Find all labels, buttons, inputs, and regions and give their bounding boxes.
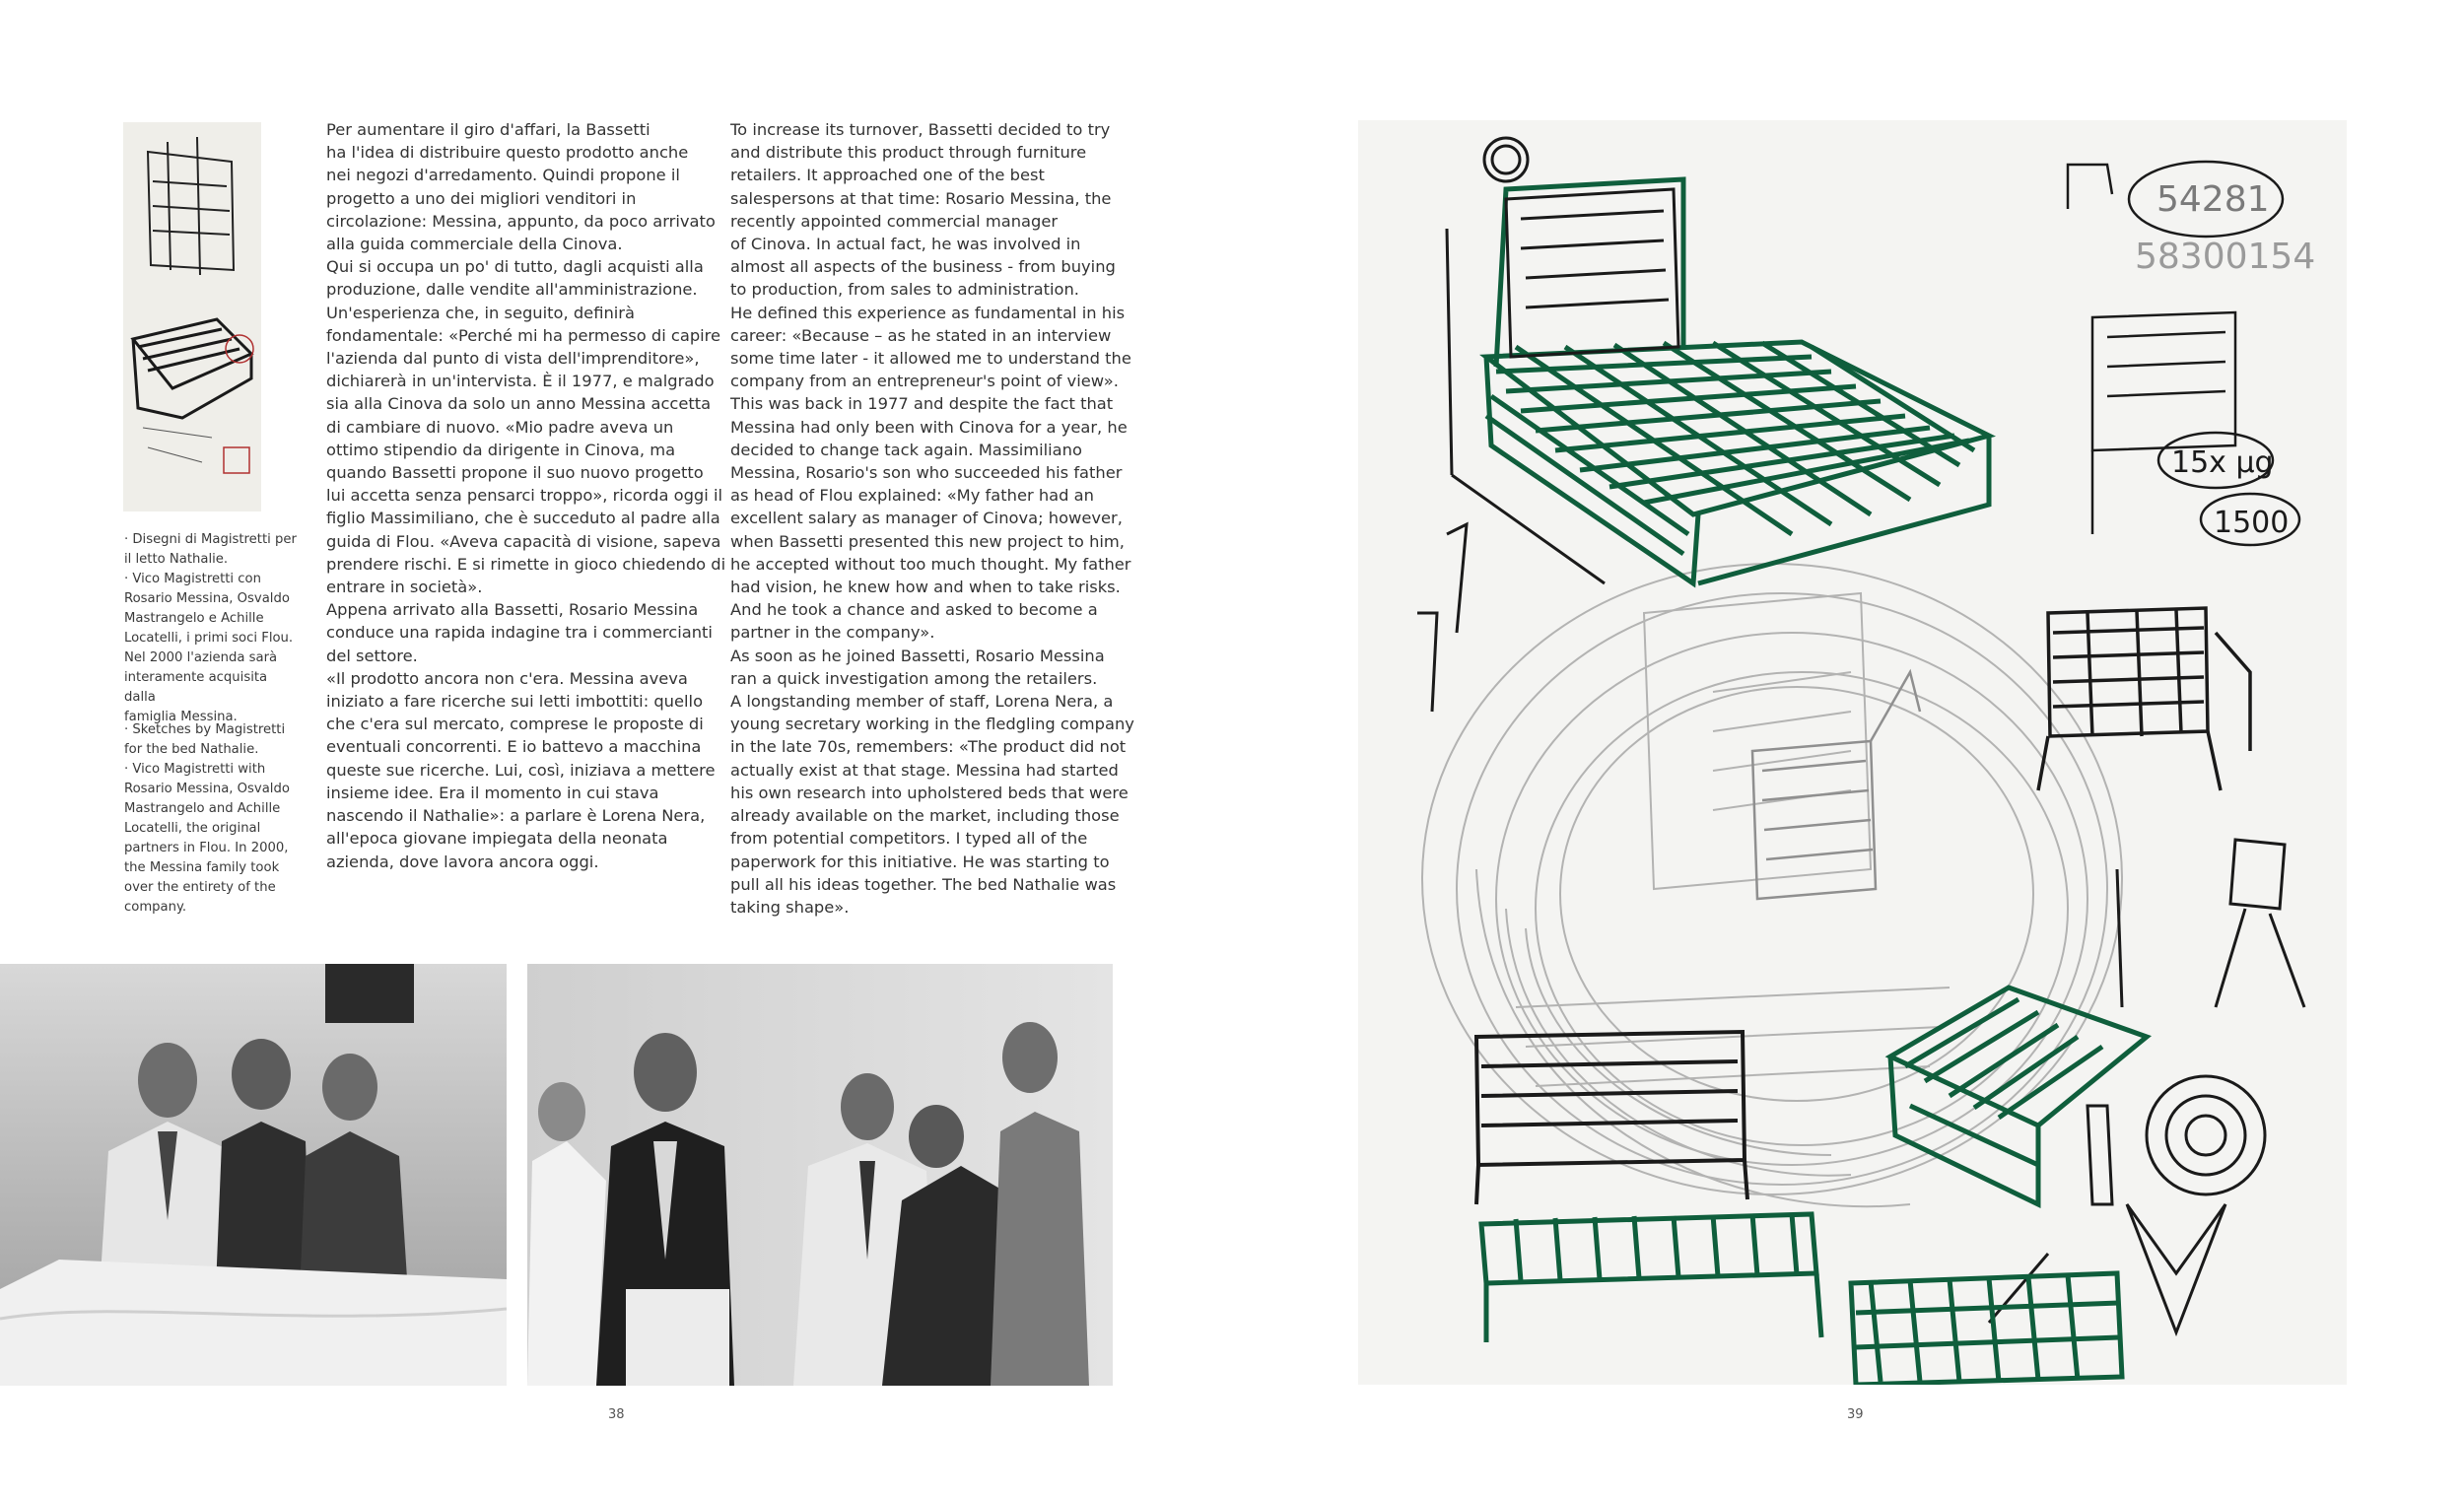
body-line: nascendo il Nathalie»: a parlare è Lorena Nera, (326, 806, 706, 826)
body-line: and distribute this product through furniture (730, 143, 1087, 163)
page-number-left: 38 (608, 1407, 625, 1422)
body-line: To increase its turnover, Bassetti decided to try (730, 120, 1111, 139)
body-line: alla guida commerciale della Cinova. (326, 235, 623, 254)
caption-line: for the bed Nathalie. (124, 742, 259, 757)
body-line: when Bassetti presented this new project to him, (730, 531, 1125, 551)
sketch-thumbnail (123, 122, 261, 511)
body-line: to production, from sales to administration. (730, 280, 1079, 300)
caption-english (124, 720, 302, 918)
body-line: figlio Massimiliano, che è succeduto al padre alla (326, 509, 720, 528)
body-line: young secretary working in the fledgling company (730, 715, 1134, 734)
caption-line: interamente acquisita dalla (124, 670, 268, 705)
body-line: quando Bassetti propone il suo nuovo progetto (326, 463, 704, 483)
body-line: pull all his ideas together. The bed Nathalie was (730, 874, 1117, 894)
body-line: in the late 70s, remembers: «The product did not (730, 737, 1127, 757)
page-number-right: 39 (1847, 1407, 1864, 1422)
sketch-drawing-nathalie (1358, 120, 2347, 1385)
caption-line: il letto Nathalie. (124, 552, 229, 567)
photo-meeting-group (527, 964, 1113, 1386)
body-line: Qui si occupa un po' di tutto, dagli acquisti alla (326, 257, 704, 277)
body-line: Appena arrivato alla Bassetti, Rosario Messina (326, 600, 699, 620)
body-line: fondamentale: «Perché mi ha permesso di capire (326, 325, 721, 345)
body-line: circolazione: Messina, appunto, da poco arrivato (326, 211, 716, 231)
body-line: already available on the market, including those (730, 806, 1120, 826)
caption-line: partners in Flou. In 2000, (124, 841, 289, 855)
caption-line: Locatelli, the original (124, 821, 261, 836)
body-line: taking shape». (730, 897, 850, 917)
body-line: progetto a uno dei migliori venditori in (326, 188, 637, 208)
body-line: And he took a chance and asked to become a (730, 600, 1098, 620)
body-line: his own research into upholstered beds that were (730, 783, 1129, 802)
body-line: actually exist at that stage. Messina had started (730, 760, 1119, 780)
caption-line: famiglia Messina. (124, 710, 238, 724)
body-line: salespersons at that time: Rosario Messina, the (730, 188, 1112, 208)
body-line: eventuali concorrenti. E io battevo a macchina (326, 737, 702, 757)
body-line: «Il prodotto ancora non c'era. Messina aveva (326, 668, 688, 688)
body-text-italian (326, 118, 726, 873)
body-line: di cambiare di nuovo. «Mio padre aveva un (326, 417, 674, 437)
body-line: from potential competitors. I typed all of the (730, 829, 1088, 849)
body-line: iniziato a fare ricerche sui letti imbottiti: quello (326, 692, 704, 712)
body-line: ha l'idea di distribuire questo prodotto anche (326, 143, 689, 163)
body-line: ottimo stipendio da dirigente in Cinova, ma (326, 440, 676, 459)
body-line: insieme idee. Era il momento in cui stava (326, 783, 659, 802)
body-line: guida di Flou. «Aveva capacità di visione, sapeva (326, 531, 721, 551)
caption-line: Locatelli, i primi soci Flou. (124, 631, 294, 646)
body-line: paperwork for this initiative. He was starting to (730, 852, 1110, 871)
caption-line: company. (124, 900, 187, 915)
body-line: conduce una rapida indagine tra i commercianti (326, 623, 713, 643)
body-line: retailers. It approached one of the best (730, 166, 1045, 185)
body-line: del settore. (326, 646, 418, 665)
photo-founders-group (0, 964, 507, 1386)
body-line: career: «Because – as he stated in an interview (730, 325, 1112, 345)
body-line: Messina, Rosario's son who succeeded his father (730, 463, 1123, 483)
body-line: recently appointed commercial manager (730, 211, 1059, 231)
body-line: partner in the company». (730, 623, 935, 643)
body-line: had vision, he knew how and when to take risks. (730, 578, 1121, 597)
body-line: Per aumentare il giro d'affari, la Bassetti (326, 120, 650, 139)
body-line: decided to change tack again. Massimiliano (730, 440, 1082, 459)
body-line: l'azienda dal punto di vista dell'imprenditore», (326, 349, 700, 369)
body-line: He defined this experience as fundamental in his (730, 303, 1126, 322)
body-line: nei negozi d'arredamento. Quindi propone il (326, 166, 680, 185)
body-line: queste sue ricerche. Lui, così, iniziava a mettere (326, 760, 716, 780)
body-line: lui accetta senza pensarci troppo», ricorda oggi il (326, 486, 723, 506)
body-line: As soon as he joined Bassetti, Rosario Messina (730, 646, 1105, 665)
sketch-note-price: 1500 (2214, 506, 2290, 540)
body-line: dichiarerà in un'intervista. È il 1977, e malgrado (326, 372, 715, 391)
sketch-note-code-1: 54281 (2156, 179, 2270, 220)
body-line: A longstanding member of staff, Lorena Nera, a (730, 692, 1114, 712)
body-line: prendere rischi. E si rimette in gioco chiedendo di (326, 554, 726, 574)
caption-line: Rosario Messina, Osvaldo (124, 782, 290, 796)
caption-line: Rosario Messina, Osvaldo (124, 591, 290, 606)
caption-line: · Vico Magistretti with (124, 762, 266, 777)
caption-line: over the entirety of the (124, 880, 276, 895)
sketch-note-dims: 15x μg (2171, 445, 2274, 480)
caption-italian (124, 530, 302, 727)
caption-line: · Sketches by Magistretti (124, 722, 286, 737)
body-line: some time later - it allowed me to understand the (730, 349, 1131, 369)
caption-line: · Disegni di Magistretti per (124, 532, 297, 547)
sketch-note-code-2: 58300154 (2135, 237, 2316, 277)
caption-line: · Vico Magistretti con (124, 572, 261, 586)
body-line: sia alla Cinova da solo un anno Messina accetta (326, 394, 712, 414)
body-line: ran a quick investigation among the retailers. (730, 668, 1098, 688)
body-line: Un'esperienza che, in seguito, definirà (326, 303, 635, 322)
body-line: he accepted without too much thought. My father (730, 554, 1131, 574)
body-line: all'epoca giovane impiegata della neonata (326, 829, 668, 849)
body-line: This was back in 1977 and despite the fact that (730, 394, 1114, 414)
body-line: as head of Flou explained: «My father had an (730, 486, 1094, 506)
body-line: almost all aspects of the business - from buying (730, 257, 1116, 277)
caption-line: Mastrangelo e Achille (124, 611, 264, 626)
body-line: entrare in società». (326, 578, 483, 597)
body-line: excellent salary as manager of Cinova; however, (730, 509, 1123, 528)
body-line: produzione, dalle vendite all'amministrazione. (326, 280, 698, 300)
body-line: azienda, dove lavora ancora oggi. (326, 852, 599, 871)
caption-line: Nel 2000 l'azienda sarà (124, 650, 278, 665)
caption-line: Mastrangelo and Achille (124, 801, 281, 816)
body-text-english (730, 118, 1134, 919)
caption-line: the Messina family took (124, 860, 280, 875)
body-line: company from an entrepreneur's point of view». (730, 372, 1119, 391)
body-line: Messina had only been with Cinova for a year, he (730, 417, 1128, 437)
body-line: che c'era sul mercato, comprese le proposte di (326, 715, 704, 734)
body-line: of Cinova. In actual fact, he was involved in (730, 235, 1081, 254)
